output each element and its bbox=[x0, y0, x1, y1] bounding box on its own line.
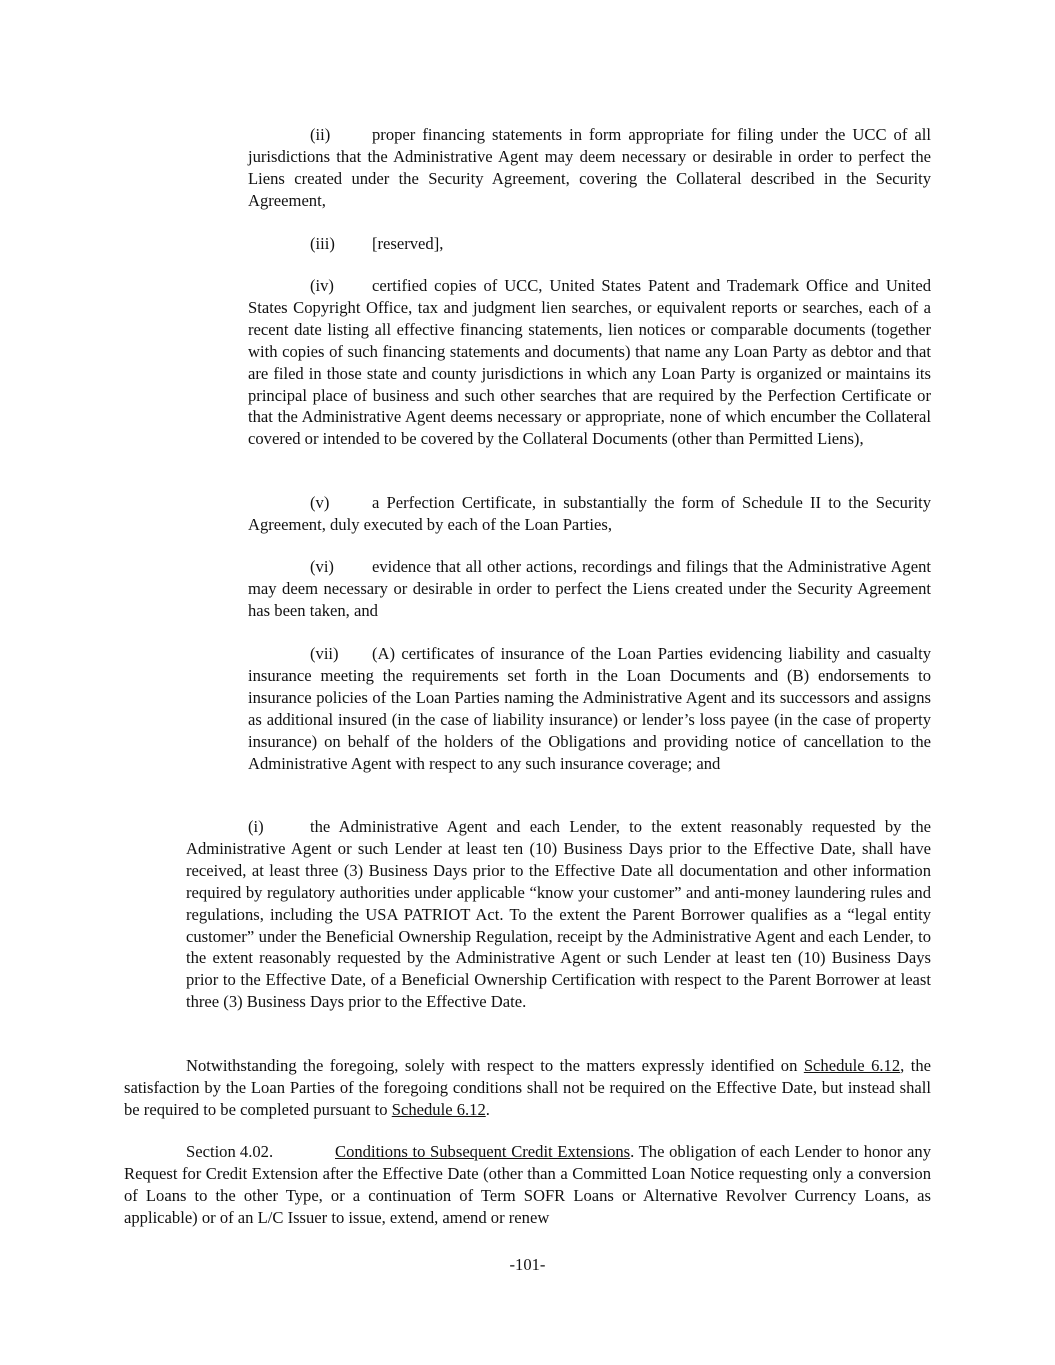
item-number: (i) bbox=[248, 817, 264, 836]
paragraph-iv bbox=[248, 275, 931, 450]
paragraph-vii bbox=[248, 643, 931, 774]
section-heading: Conditions to Subsequent Credit Extensions bbox=[335, 1142, 631, 1161]
paragraph-text: a Perfection Certificate, in substantially the form of Schedule II to the Security Agreement, duly executed by each of the Loan Parties, bbox=[248, 493, 931, 534]
notwithstanding-paragraph bbox=[124, 1055, 931, 1121]
schedule-reference: Schedule 6.12 bbox=[391, 1099, 486, 1119]
page-number: -101- bbox=[509, 1255, 546, 1274]
paragraph-v bbox=[248, 492, 931, 536]
item-number: (iii) bbox=[310, 234, 335, 253]
item-number: (vii) bbox=[310, 644, 339, 663]
item-number: (iv) bbox=[310, 276, 334, 295]
paragraph-text: Notwithstanding the foregoing, solely with respect to the matters expressly identified on bbox=[186, 1056, 804, 1075]
section-label: Section 4.02. bbox=[186, 1142, 274, 1161]
schedule-reference: Schedule 6.12 bbox=[803, 1056, 901, 1075]
paragraph-text: proper financing statements in form appropriate for filing under the UCC of all jurisdictions that the Administrative Agent may deem necessary or desirable in order to perfect the Liens created under the Security Agreement, covering the Collateral described in the Security Agreement, bbox=[248, 125, 931, 210]
paragraph-iii bbox=[248, 233, 931, 255]
paragraph-vi bbox=[248, 556, 931, 622]
paragraph-text: . bbox=[485, 1099, 490, 1119]
paragraph-ii bbox=[248, 124, 931, 212]
item-number: (vi) bbox=[310, 557, 334, 576]
paragraph-i bbox=[186, 816, 931, 1013]
paragraph-text: , the satisfaction by the Loan Parties of the foregoing conditions shall not be required on the Effective Date, but instead shall be required to be completed pursuant to bbox=[124, 1056, 931, 1119]
item-number: (ii) bbox=[310, 125, 331, 144]
paragraph-text: . The obligation of each Lender to honor any Request for Credit Extension after the Effective Date (other than a Committed Loan Notice requesting only a conversion of Loans to the other Type, or a continuation of Term SOFR Loans or Alternative Revolver Currency Loans, as applicable) or of an L/C Issuer to issue, extend, amend or renew bbox=[124, 1142, 932, 1227]
section-4-02 bbox=[124, 1141, 931, 1229]
paragraph-text: certified copies of UCC, United States Patent and Trademark Office and United States Copyright Office, tax and judgment lien searches, or equivalent reports or searches, each of a recent date listing all effective financing statements, lien notices or comparable documents (together with copies of such financing statements and documents) that name any Loan Party as debtor and that are filed in those state and county jurisdictions in which any Loan Party is organized or maintains its principal place of business and such other searches that are required by the Perfection Certificate or that the Administrative Agent deems necessary or appropriate, none of which encumber the Collateral covered or intended to be covered by the Collateral Documents (other than Permitted Liens), bbox=[248, 276, 931, 449]
paragraph-text: [reserved], bbox=[372, 234, 444, 253]
paragraph-text: the Administrative Agent and each Lender, to the extent reasonably requested by the Administrative Agent or such Lender at least ten (10) Business Days prior to the Effective Date, shall have received, at least three (3) Business Days prior to the Effective Date all documentation and other information required by regulatory authorities under applicable “know your customer” and anti-money laundering rules and regulations, including the USA PATRIOT Act. To the extent the Parent Borrower qualifies as a “legal entity customer” under the Beneficial Ownership Regulation, receipt by the Administrative Agent and each Lender, to the extent reasonably requested by the Administrative Agent or such Lender at least ten (10) Business Days prior to the Effective Date, of a Beneficial Ownership Certification with respect to the Parent Borrower at least three (3) Business Days prior to the Effective Date. bbox=[186, 817, 931, 1012]
paragraph-text: evidence that all other actions, recordings and filings that the Administrative Agent may deem necessary or desirable in order to perfect the Liens created under the Security Agreement has been taken, and bbox=[248, 557, 931, 620]
paragraph-text: (A) certificates of insurance of the Loan Parties evidencing liability and casualty insurance meeting the requirements set forth in the Loan Documents and (B) endorsements to insurance policies of the Loan Parties naming the Administrative Agent and its successors and assigns as additional insured (in the case of liability insurance) or lender’s loss payee (in the case of property insurance) on behalf of the holders of the Obligations and providing notice of cancellation to the Administrative Agent with respect to any such insurance coverage; and bbox=[248, 644, 931, 773]
item-number: (v) bbox=[310, 493, 330, 512]
